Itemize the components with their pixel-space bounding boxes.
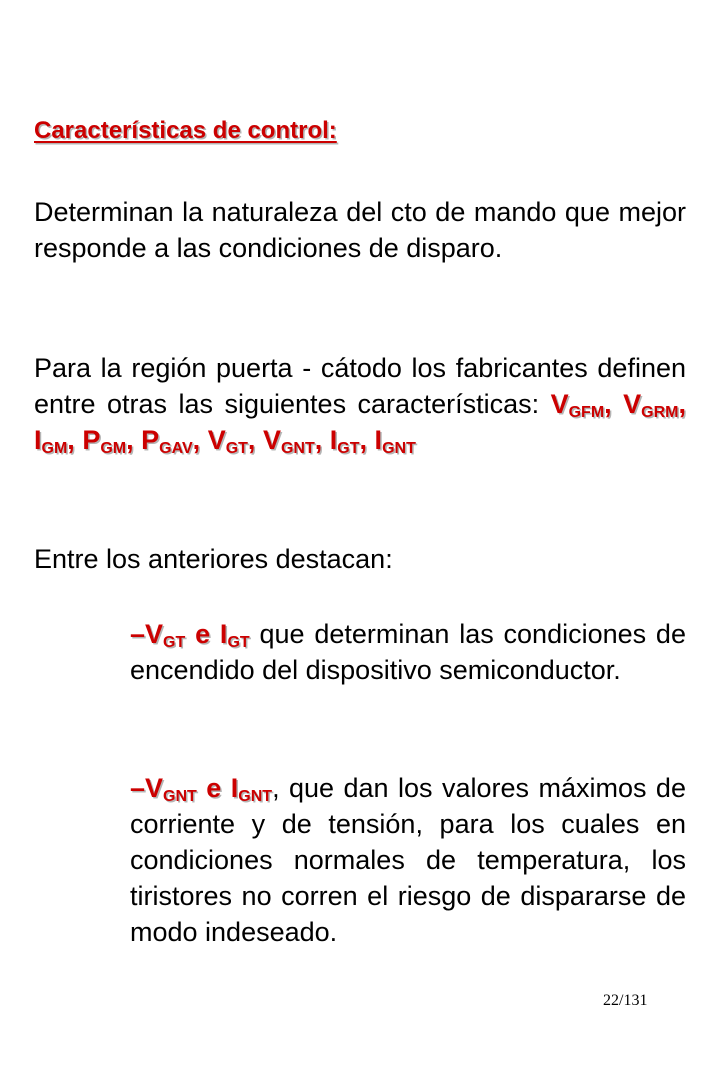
bullet-vgt-igt bbox=[130, 616, 686, 688]
page-number: 22/131 bbox=[603, 992, 648, 1009]
section-heading: Características de control: bbox=[34, 117, 337, 144]
conjunction: e bbox=[206, 773, 222, 803]
paragraph-highlights: Entre los anteriores destacan: bbox=[34, 544, 393, 574]
conjunction: e bbox=[195, 619, 211, 649]
term-vgt: $V_{GT}$ bbox=[145, 619, 186, 651]
dash-bullet-icon: – bbox=[130, 619, 146, 649]
param-vgnt: $V_{GNT}$, bbox=[262, 425, 323, 457]
term-vgnt: $V_{GNT}$ bbox=[145, 773, 197, 805]
bullet-vgnt-ignt bbox=[130, 770, 686, 950]
bullet-text: , que dan los valores máximos de corriente y de tensión, para los cuales en condiciones normales de temperatura, los tiristores no corren el riesgo de dispararse de modo indeseado. bbox=[130, 773, 686, 947]
param-vgt: $V_{GT}$, bbox=[207, 425, 256, 457]
paragraph-parameters bbox=[34, 350, 686, 458]
param-ignt: $I_{GNT}$ bbox=[374, 425, 416, 457]
param-vgrm: $V_{GRM}$, bbox=[623, 389, 686, 421]
paragraph-parameters-text: Para la región puerta - cátodo los fabricantes definen entre otras las siguientes características: bbox=[34, 353, 686, 419]
paragraph-intro: Determinan la naturaleza del cto de mando que mejor responde a las condiciones de disparo. bbox=[34, 197, 686, 263]
dash-bullet-icon: – bbox=[130, 773, 146, 803]
param-pgm: $P_{GM}$, bbox=[82, 425, 134, 457]
param-pgav: $P_{GAV}$, bbox=[141, 425, 201, 457]
bullet-text: que determinan las condiciones de encendido del dispositivo semiconductor. bbox=[130, 619, 686, 685]
term-igt: $I_{GT}$ bbox=[219, 619, 250, 651]
param-igm: $I_{GM}$, bbox=[34, 425, 75, 457]
param-igt: $I_{GT}$, bbox=[329, 425, 368, 457]
term-ignt: $I_{GNT}$ bbox=[230, 773, 273, 805]
param-vgfm: $V_{GFM}$, bbox=[550, 389, 612, 421]
